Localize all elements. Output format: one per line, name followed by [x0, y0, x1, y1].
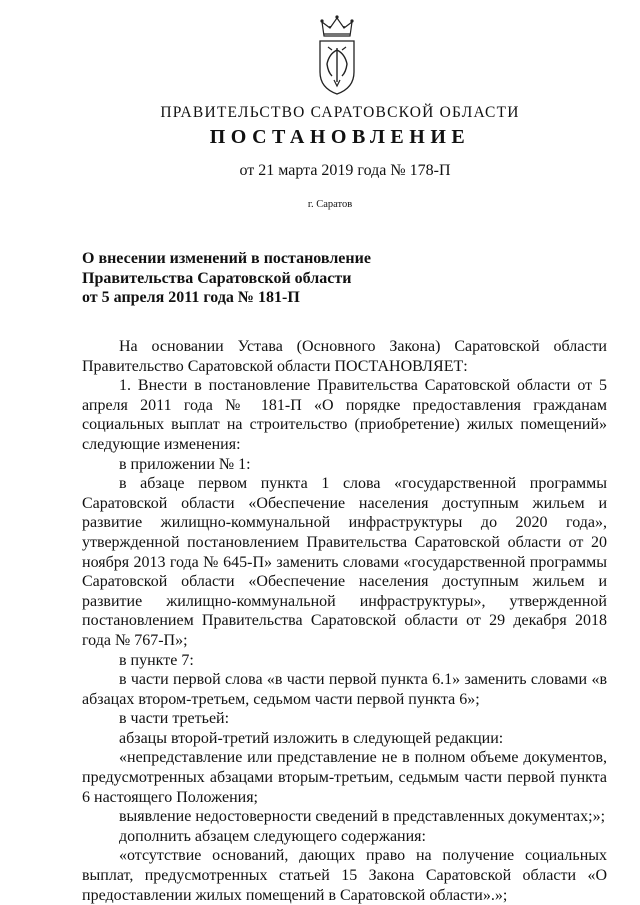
document-subject	[82, 249, 442, 308]
body-paragraph: в абзаце первом пункта 1 слова «государственной программы Саратовской области «Обеспечение населения доступным жильем и развитие жилищно-коммунальной инфраструктуры до 2020 года», утвержденной постановлением Правительства Саратовской области от 20 ноября 2013 года № 645-П» заменить словами «государственной программы Саратовской области «Обеспечение населения доступным жильем и развитие жилищно-коммунальной инфраструктуры», утвержденной постановлением Правительства Саратовской области от 29 декабря 2018 года № 767-П»;	[82, 475, 607, 649]
document-date-number: от 21 марта 2019 года № 178-П	[239, 162, 451, 179]
body-paragraph: в пункте 7:	[119, 651, 194, 669]
document-body	[82, 337, 607, 905]
subject-line: Правительства Саратовской области	[82, 269, 352, 287]
body-paragraph: в приложении № 1:	[119, 455, 251, 473]
body-paragraph: На основании Устава (Основного Закона) Саратовской области Правительство Саратовской области ПОСТАНОВЛЯЕТ:	[82, 338, 607, 375]
body-paragraph: в части первой слова «в части первой пункта 6.1» заменить словами «в абзацах втором-третьем, седьмом части первой пункта 6»;	[82, 671, 607, 708]
body-paragraph: выявление недостоверности сведений в представленных документах;»;	[119, 808, 606, 826]
government-title: ПРАВИТЕЛЬСТВО САРАТОВСКОЙ ОБЛАСТИ	[160, 104, 520, 121]
body-paragraph: в части третьей:	[119, 710, 230, 728]
body-paragraph: абзацы второй-третий изложить в следующей редакции:	[119, 729, 504, 747]
body-paragraph: дополнить абзацем следующего содержания:	[119, 827, 426, 845]
saratov-coat-of-arms-icon	[304, 14, 370, 98]
body-paragraph: 1. Внести в постановление Правительства Саратовской области от 5 апреля 2011 года № 181-П «О порядке предоставления гражданам социальных выплат на строительство (приобретение) жилых помещений» следующие изменения:	[82, 377, 607, 453]
subject-line: от 5 апреля 2011 года № 181-П	[82, 289, 300, 306]
subject-line: О внесении изменений в постановление	[82, 250, 371, 267]
document-type: ПОСТАНОВЛЕНИЕ	[209, 126, 471, 148]
body-paragraph: «непредставление или представление не в полном объеме документов, предусмотренных абзацами вторым-третьим, седьмым части первой пункта 6 настоящего Положения;	[82, 749, 607, 806]
document-city: г. Саратов	[307, 199, 353, 210]
body-paragraph: «отсутствие оснований, дающих право на получение социальных выплат, предусмотренных статьей 15 Закона Саратовской области «О предоставлении жилых помещений в Саратовской области».»;	[82, 847, 607, 904]
